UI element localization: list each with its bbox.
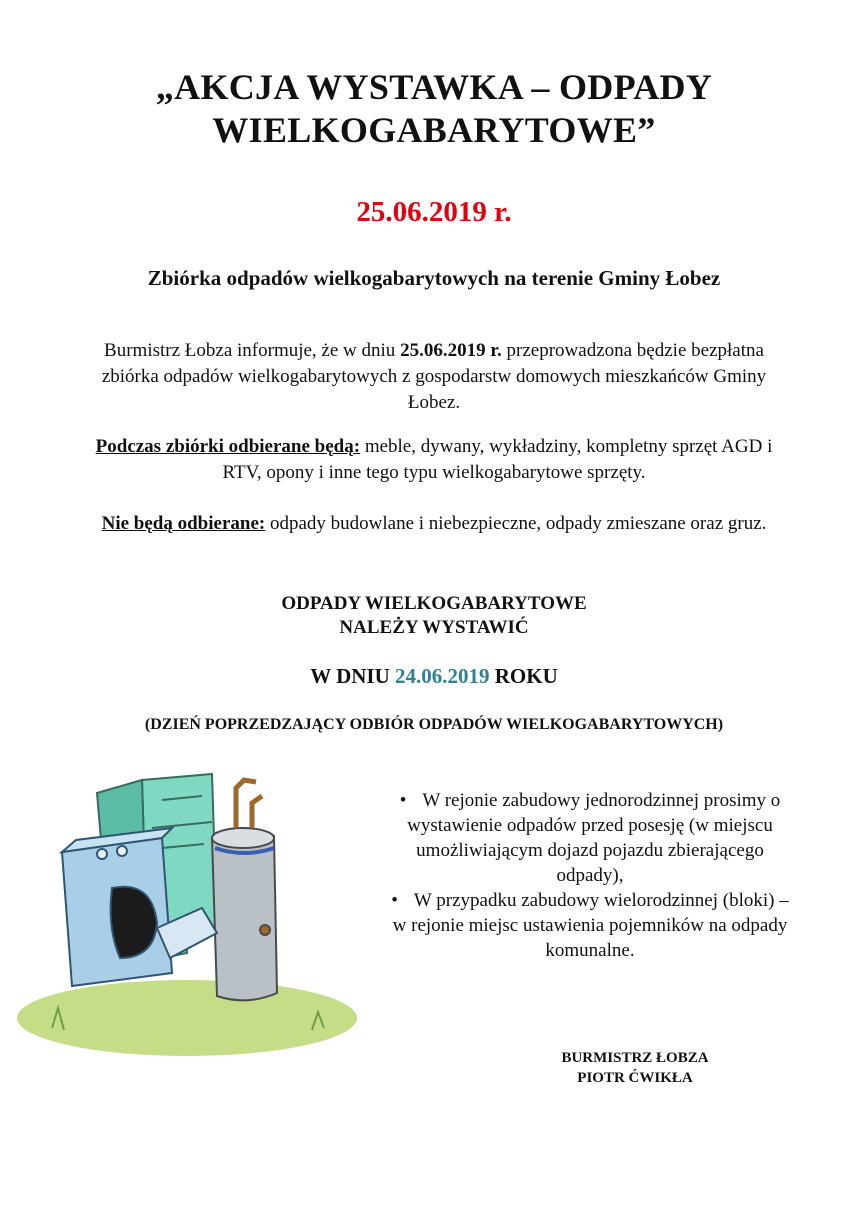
collected-label: Podczas zbiórki odbierane będą: xyxy=(95,436,361,457)
list-item xyxy=(390,888,790,963)
intro-text-before: Burmistrz Łobza informuje, że w dniu xyxy=(104,340,401,361)
title-line-1: „AKCJA WYSTAWKA – ODPADY xyxy=(155,67,713,107)
signature xyxy=(500,1048,770,1088)
setout-note: (DZIEŃ POPRZEDZAJĄCY ODBIÓR ODPADÓW WIELKOGABARYTOWYCH) xyxy=(144,716,724,733)
instruction-multi-family: W przypadku zabudowy wielorodzinnej (bloki) – w rejonie miejsc ustawienia pojemników na odpady komunalne. xyxy=(392,890,789,961)
notice-line-1: ODPADY WIELKOGABARYTOWE xyxy=(281,593,587,614)
bullet-icon: • xyxy=(391,890,398,911)
set-out-instructions xyxy=(390,788,790,963)
collected-items-paragraph xyxy=(90,434,778,486)
notice-line-2: NALEŻY WYSTAWIĆ xyxy=(339,617,529,638)
instruction-single-family: W rejonie zabudowy jednorodzinnej prosimy o wystawienie odpadów przed posesję (w miejscu umożliwiającym dojazd pojazdu zbierającego odpady), xyxy=(407,790,781,886)
setout-date: 24.06.2019 xyxy=(395,664,490,688)
collected-text: meble, dywany, wykładziny, kompletny sprzęt AGD i RTV, opony i inne tego typu wielkogabarytowe sprzęty. xyxy=(222,436,773,483)
page-title xyxy=(0,66,868,152)
collection-date: 25.06.2019 r. xyxy=(356,196,512,228)
notice-heading xyxy=(0,592,868,640)
signature-name: PIOTR ĆWIKŁA xyxy=(577,1070,693,1086)
setout-prefix: W DNIU xyxy=(310,664,396,688)
setout-date-line xyxy=(0,664,868,689)
subtitle: Zbiórka odpadów wielkogabarytowych na terenie Gminy Łobez xyxy=(147,266,721,290)
excluded-text: odpady budowlane i niebezpieczne, odpady zmieszane oraz gruz. xyxy=(265,513,767,534)
title-line-2: WIELKOGABARYTOWE” xyxy=(212,110,656,150)
bullet-icon: • xyxy=(399,790,407,811)
intro-text-after: przeprowadzona będzie bezpłatna zbiórka odpadów wielkogabarytowych z gospodarstw domowych mieszkańców Gminy Łobez. xyxy=(101,340,767,413)
bulky-appliances-illustration xyxy=(12,768,372,1058)
list-item xyxy=(390,788,790,888)
excluded-label: Nie będą odbierane: xyxy=(101,513,266,534)
setout-suffix: ROKU xyxy=(489,664,558,688)
intro-paragraph xyxy=(90,338,778,416)
excluded-items-paragraph xyxy=(90,511,778,537)
signature-title: BURMISTRZ ŁOBZA xyxy=(561,1050,709,1066)
intro-date: 25.06.2019 r. xyxy=(400,340,502,361)
